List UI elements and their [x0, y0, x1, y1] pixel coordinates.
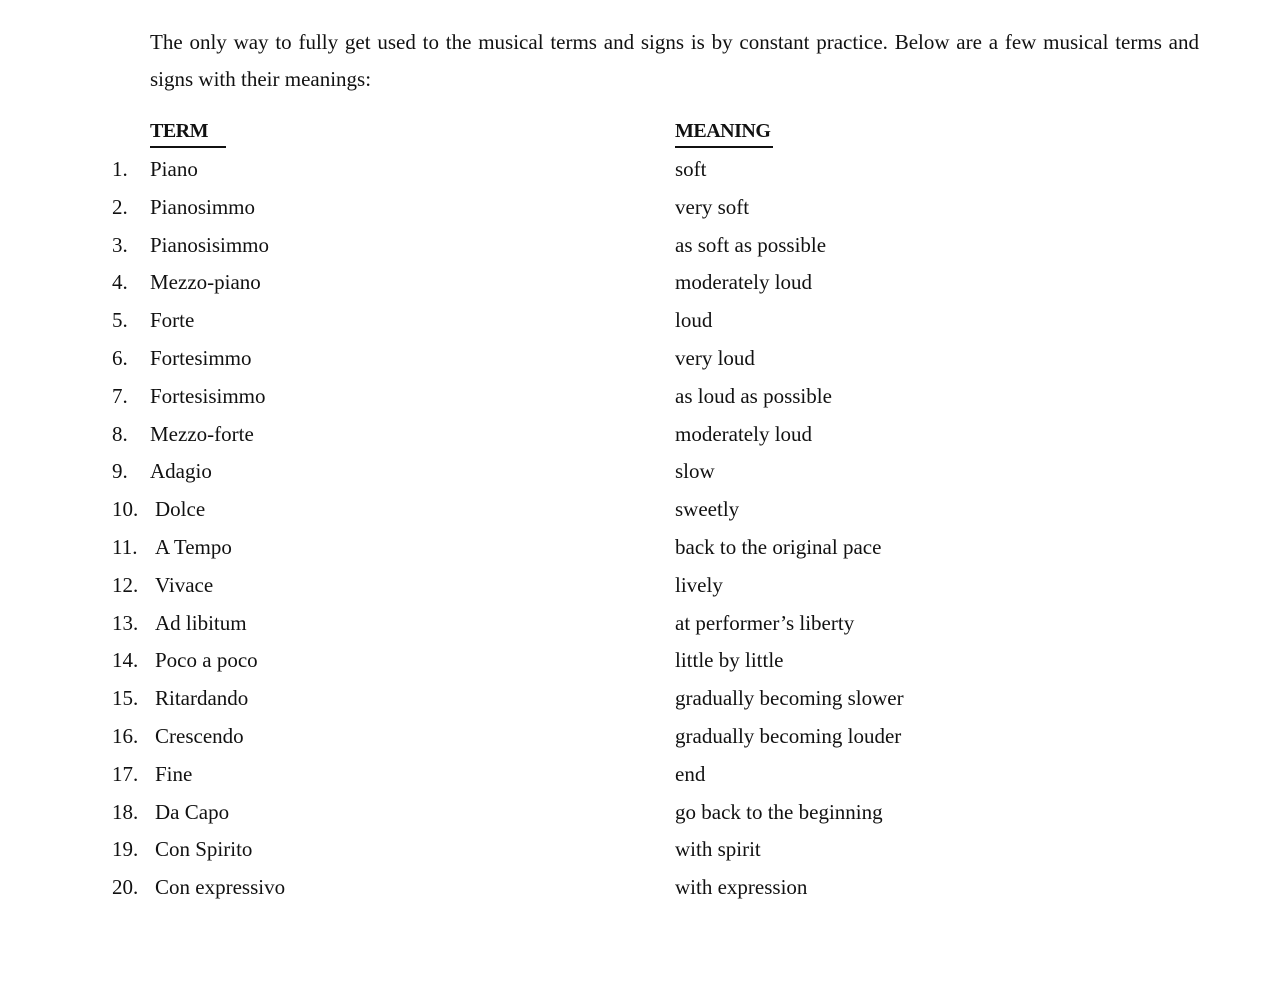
item-term: Vivace: [155, 572, 214, 597]
item-number: 18.: [112, 799, 139, 824]
terms-list: [0, 151, 1275, 907]
list-item: [0, 227, 1275, 265]
item-meaning: lively: [675, 572, 723, 597]
item-number: 13.: [112, 610, 139, 635]
list-item: [0, 680, 1275, 718]
item-term: Forte: [150, 308, 195, 333]
item-term: Pianosisimmo: [150, 232, 270, 257]
list-item: [0, 567, 1275, 605]
item-term: Ritardando: [155, 686, 249, 711]
item-number: 16.: [112, 723, 139, 748]
item-number: 2.: [112, 194, 128, 219]
list-item: [0, 378, 1275, 416]
item-meaning: loud: [675, 308, 713, 333]
item-meaning: end: [675, 761, 706, 786]
item-number: 8.: [112, 421, 128, 446]
item-meaning: at performer’s liberty: [675, 610, 855, 635]
item-number: 7.: [112, 383, 128, 408]
item-meaning: as loud as possible: [675, 383, 832, 408]
item-number: 3.: [112, 232, 128, 257]
item-meaning: with expression: [675, 875, 808, 900]
list-item: [0, 491, 1275, 529]
item-term: Con expressivo: [155, 875, 286, 900]
item-meaning: very soft: [675, 194, 750, 219]
item-meaning: as soft as possible: [675, 232, 827, 257]
item-meaning: moderately loud: [675, 270, 813, 295]
meaning-column-header: MEANING: [675, 116, 773, 148]
item-meaning: moderately loud: [675, 421, 813, 446]
item-term: Ad libitum: [155, 610, 247, 635]
item-meaning: very loud: [675, 345, 755, 370]
item-term: Fine: [155, 761, 193, 786]
item-number: 9.: [112, 459, 128, 484]
list-item: [0, 642, 1275, 680]
item-term: Mezzo-forte: [150, 421, 254, 446]
item-number: 12.: [112, 572, 139, 597]
item-number: 11.: [112, 534, 138, 559]
intro-paragraph: The only way to fully get used to the musical terms and signs is by constant practice. Below are a few musical terms and signs with their meanings:: [150, 30, 1199, 91]
item-term: Adagio: [150, 459, 212, 484]
item-meaning: slow: [675, 459, 715, 484]
list-item: [0, 831, 1275, 869]
term-column-header: TERM: [150, 116, 226, 148]
item-meaning: back to the original pace: [675, 534, 882, 559]
item-term: A Tempo: [155, 534, 232, 559]
list-item: [0, 264, 1275, 302]
table-header: [0, 116, 1275, 152]
list-item: [0, 605, 1275, 643]
item-number: 17.: [112, 761, 139, 786]
list-item: [0, 453, 1275, 491]
item-meaning: sweetly: [675, 497, 740, 522]
item-term: Dolce: [155, 497, 206, 522]
item-meaning: go back to the beginning: [675, 799, 883, 824]
item-number: 14.: [112, 648, 139, 673]
item-meaning: little by little: [675, 648, 784, 673]
item-term: Poco a poco: [155, 648, 258, 673]
item-term: Mezzo-piano: [150, 270, 261, 295]
item-meaning: gradually becoming slower: [675, 686, 904, 711]
item-term: Fortesimmo: [150, 345, 252, 370]
list-item: [0, 794, 1275, 832]
item-number: 4.: [112, 270, 128, 295]
list-item: [0, 189, 1275, 227]
item-number: 20.: [112, 875, 139, 900]
item-number: 1.: [112, 157, 128, 181]
list-item: [0, 718, 1275, 756]
item-number: 19.: [112, 837, 139, 862]
list-item: [0, 340, 1275, 378]
item-number: 5.: [112, 308, 128, 333]
list-item: [0, 869, 1275, 907]
list-item: [0, 416, 1275, 454]
item-number: 6.: [112, 345, 128, 370]
item-term: Fortesisimmo: [150, 383, 266, 408]
item-meaning: with spirit: [675, 837, 761, 862]
item-number: 15.: [112, 686, 139, 711]
list-item: [0, 302, 1275, 340]
item-number: 10.: [112, 497, 139, 522]
item-term: Crescendo: [155, 723, 244, 748]
list-item: [0, 151, 1275, 189]
item-term: Con Spirito: [155, 837, 253, 862]
item-term: Pianosimmo: [150, 194, 256, 219]
item-term: Piano: [150, 157, 198, 181]
item-meaning: gradually becoming louder: [675, 723, 902, 748]
list-item: [0, 529, 1275, 567]
item-term: Da Capo: [155, 799, 230, 824]
list-item: [0, 756, 1275, 794]
item-meaning: soft: [675, 157, 707, 181]
